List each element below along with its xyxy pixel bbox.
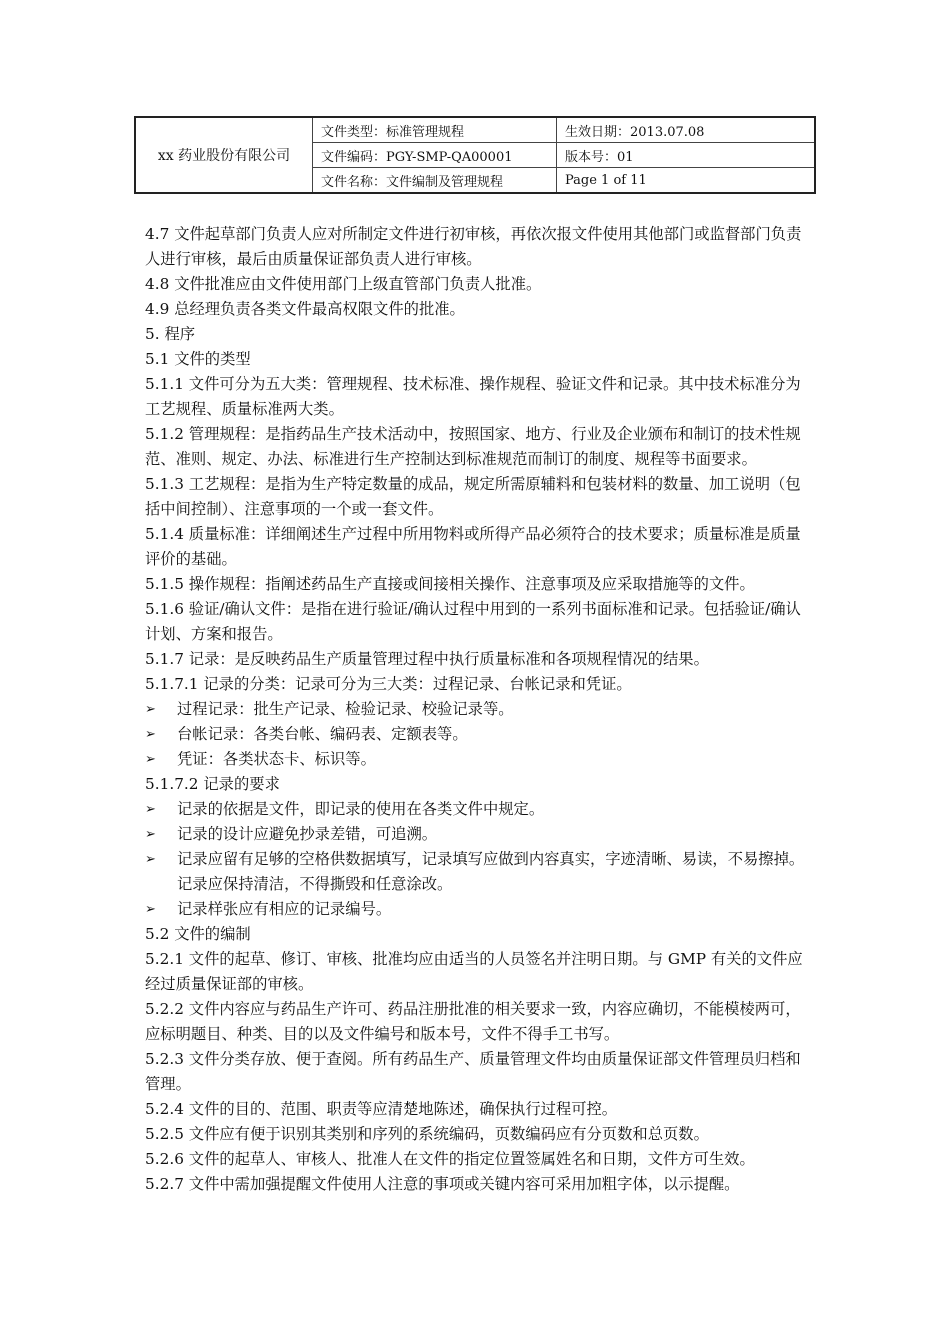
header-row [313, 168, 814, 192]
paragraph: 5.2.5 文件应有便于识别其类别和序列的系统编码，页数编码应有分页数和总页数。 [145, 1125, 709, 1143]
paragraph: 5.1.2 管理规程：是指药品生产技术活动中，按照国家、地方、行业及企业颁布和制订的技术性规范、准则、规定、办法、标准进行生产控制达到标准规范而制订的制度、规程等书面要求。 [145, 425, 801, 468]
header-row [313, 143, 814, 168]
doc-name: 文件名称：文件编制及管理规程 [313, 168, 557, 192]
page-number: Page 1 of 11 [565, 172, 647, 188]
arrow-bullet-icon: ➢ [145, 852, 156, 867]
bullet-text: 凭证：各类状态卡、标识等。 [177, 750, 376, 768]
document-body [145, 222, 809, 1197]
bullet-item [145, 822, 809, 847]
paragraph: 5.2.7 文件中需加强提醒文件使用人注意的事项或关键内容可采用加粗字体，以示提醒。 [145, 1175, 740, 1193]
doc-code: 文件编码：PGY-SMP-QA00001 [313, 143, 557, 167]
bullet-text: 台帐记录：各类台帐、编码表、定额表等。 [177, 725, 468, 743]
paragraph: 5.1.5 操作规程：指阐述药品生产直接或间接相关操作、注意事项及应采取措施等的文件。 [145, 575, 755, 593]
bullet-item [145, 722, 809, 747]
effective-date: 生效日期：2013.07.08 [565, 124, 705, 140]
paragraph: 5.2.2 文件内容应与药品生产许可、药品注册批准的相关要求一致，内容应确切，不能模棱两可，应标明题目、种类、目的以及文件编号和版本号，文件不得手工书写。 [145, 1000, 801, 1043]
company-name: xx 药业股份有限公司 [136, 118, 313, 192]
arrow-bullet-icon: ➢ [145, 752, 156, 767]
bullet-text: 记录应留有足够的空格供数据填写，记录填写应做到内容真实，字迹清晰、易读，不易擦掉。记录应保持清洁，不得撕毁和任意涂改。 [177, 850, 805, 893]
arrow-bullet-icon: ➢ [145, 827, 156, 842]
arrow-bullet-icon: ➢ [145, 902, 156, 917]
arrow-bullet-icon: ➢ [145, 802, 156, 817]
paragraph: 4.8 文件批准应由文件使用部门上级直管部门负责人批准。 [145, 275, 542, 293]
paragraph: 5.1.7.2 记录的要求 [145, 775, 280, 793]
paragraph: 5.2.6 文件的起草人、审核人、批准人在文件的指定位置签属姓名和日期，文件方可生效。 [145, 1150, 755, 1168]
bullet-text: 记录样张应有相应的记录编号。 [177, 900, 392, 918]
paragraph: 5.2 文件的编制 [145, 925, 251, 943]
paragraph: 5.2.3 文件分类存放、便于查阅。所有药品生产、质量管理文件均由质量保证部文件管理员归档和管理。 [145, 1050, 801, 1093]
bullet-item [145, 797, 809, 822]
paragraph: 5.1.4 质量标准：详细阐述生产过程中所用物料或所得产品必须符合的技术要求；质量标准是质量评价的基础。 [145, 525, 801, 568]
paragraph: 5.1.1 文件可分为五大类：管理规程、技术标准、操作规程、验证文件和记录。其中技术标准分为工艺规程、质量标准两大类。 [145, 375, 801, 418]
paragraph: 5.1 文件的类型 [145, 350, 251, 368]
bullet-text: 记录的依据是文件，即记录的使用在各类文件中规定。 [177, 800, 545, 818]
bullet-item [145, 747, 809, 772]
document-header-table [134, 116, 816, 194]
paragraph: 5. 程序 [145, 325, 196, 343]
paragraph: 5.1.3 工艺规程：是指为生产特定数量的成品，规定所需原辅料和包装材料的数量、加工说明（包括中间控制）、注意事项的一个或一套文件。 [145, 475, 801, 518]
paragraph: 5.1.6 验证/确认文件：是指在进行验证/确认过程中用到的一系列书面标准和记录。包括验证/确认计划、方案和报告。 [145, 600, 801, 643]
paragraph: 5.1.7 记录：是反映药品生产质量管理过程中执行质量标准和各项规程情况的结果。 [145, 650, 709, 668]
bullet-item [145, 847, 809, 897]
bullet-item [145, 697, 809, 722]
paragraph: 4.7 文件起草部门负责人应对所制定文件进行初审核，再依次报文件使用其他部门或监督部门负责人进行审核，最后由质量保证部负责人进行审核。 [145, 225, 802, 268]
doc-type: 文件类型：标准管理规程 [313, 118, 557, 142]
paragraph: 4.9 总经理负责各类文件最高权限文件的批准。 [145, 300, 465, 318]
arrow-bullet-icon: ➢ [145, 727, 156, 742]
paragraph: 5.2.1 文件的起草、修订、审核、批准均应由适当的人员签名并注明日期。与 GMP 有关的文件应经过质量保证部的审核。 [145, 950, 803, 993]
version-number: 版本号：01 [565, 149, 634, 165]
header-row [313, 118, 814, 143]
paragraph: 5.2.4 文件的目的、范围、职责等应清楚地陈述，确保执行过程可控。 [145, 1100, 618, 1118]
bullet-text: 记录的设计应避免抄录差错，可追溯。 [177, 825, 438, 843]
bullet-text: 过程记录：批生产记录、检验记录、校验记录等。 [177, 700, 514, 718]
arrow-bullet-icon: ➢ [145, 702, 156, 717]
bullet-item [145, 897, 809, 922]
paragraph: 5.1.7.1 记录的分类：记录可分为三大类：过程记录、台帐记录和凭证。 [145, 675, 632, 693]
